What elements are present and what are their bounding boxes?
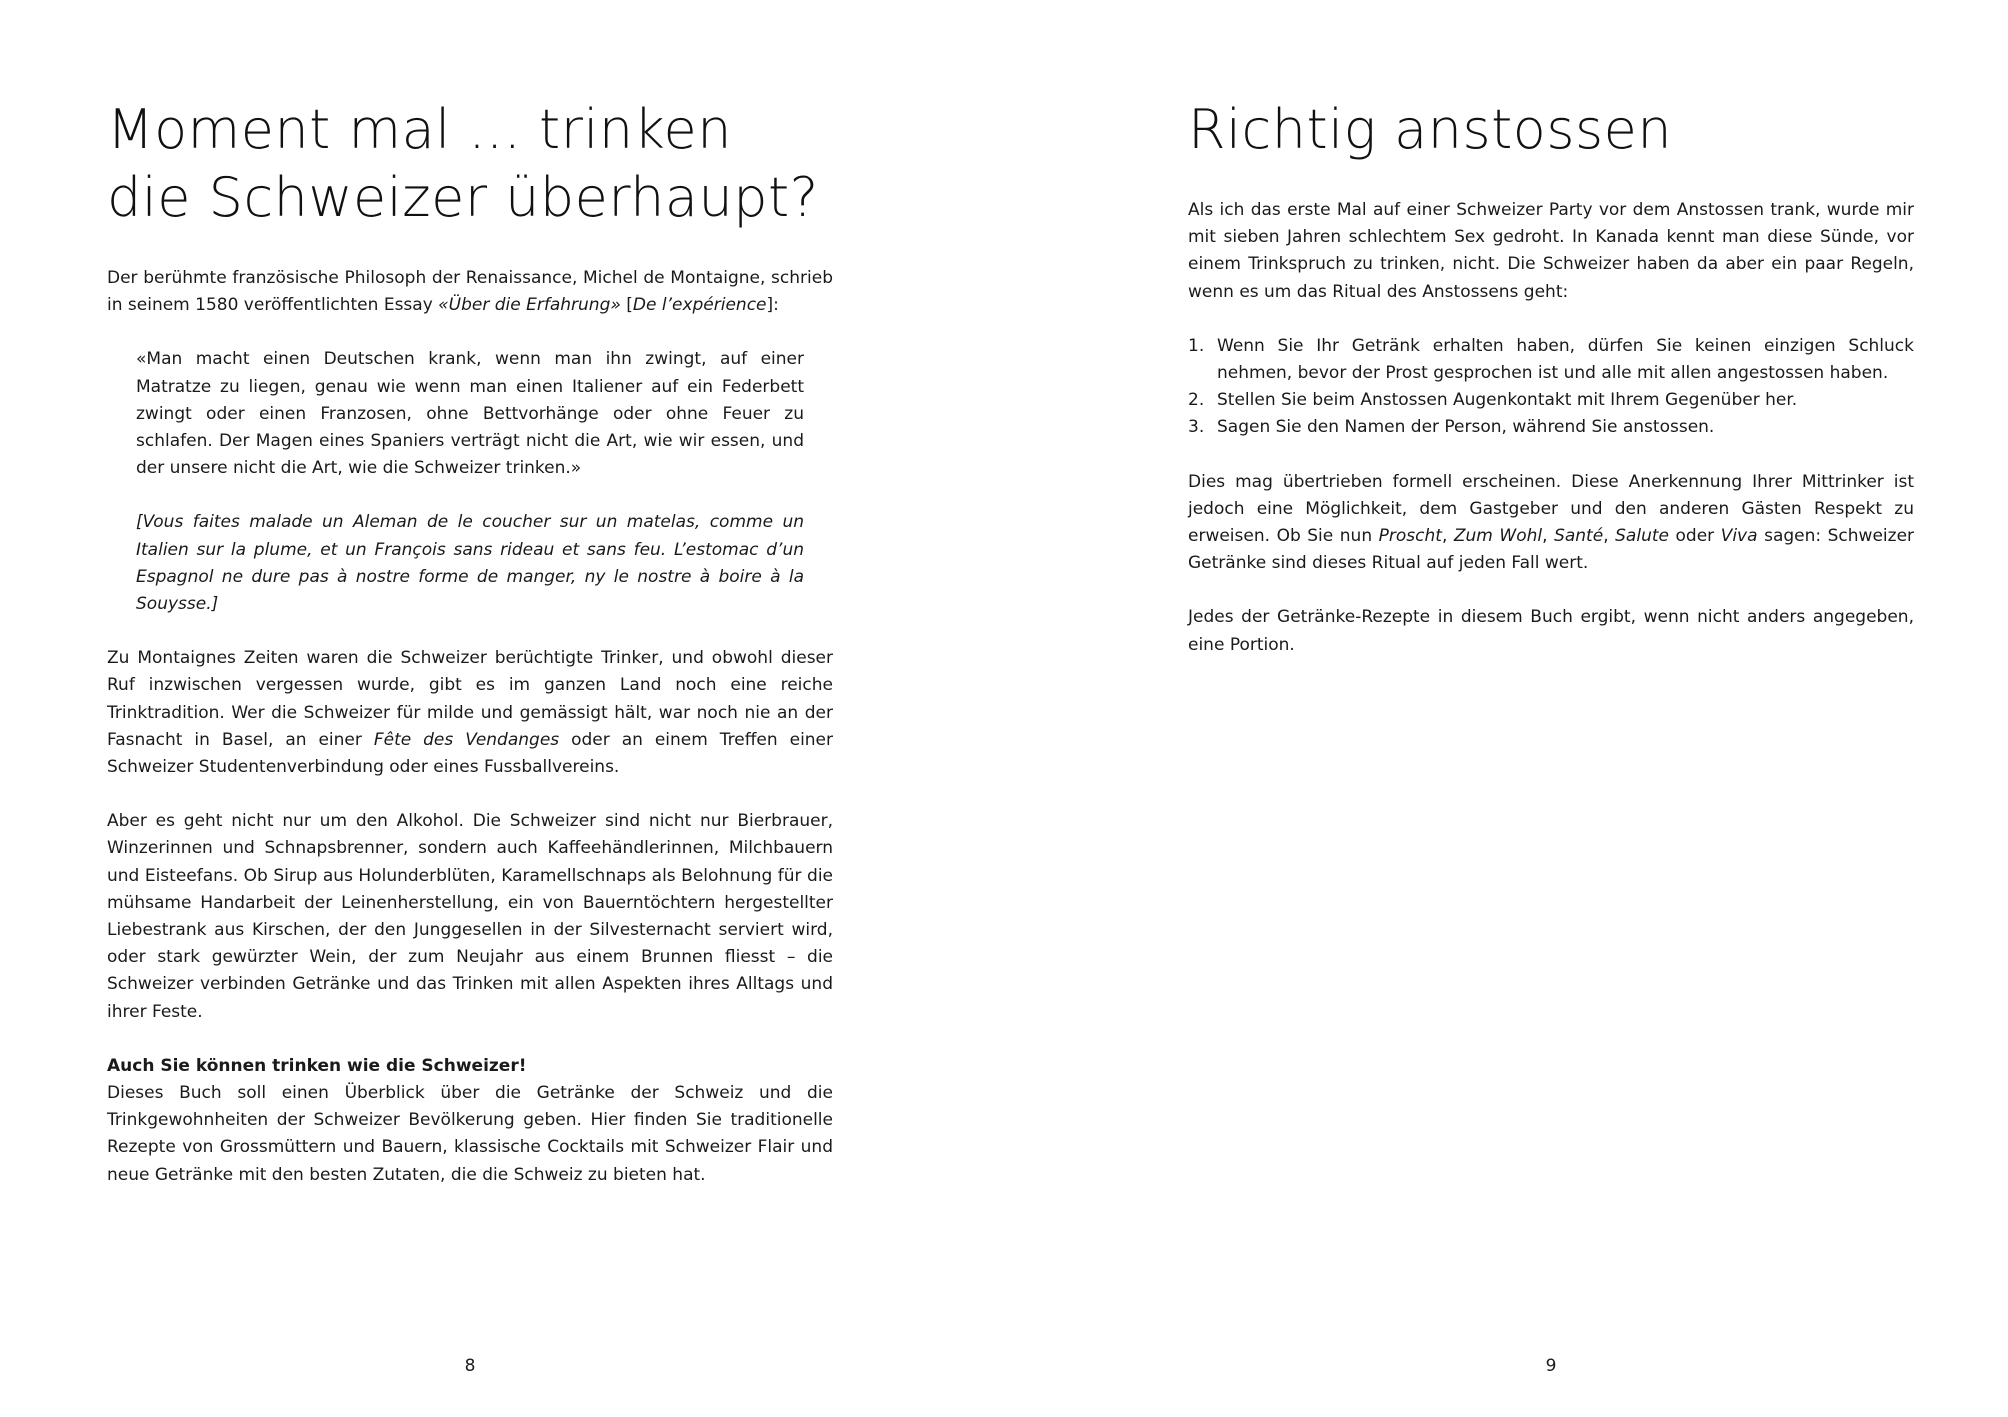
montaigne-paragraph: Zu Montaignes Zeiten waren die Schweizer berüchtigte Trinker, und obwohl dieser Ruf inzwischen vergessen wurde, gibt es im ganzen Land noch eine reiche Trinktradition. Wer die Schweizer für milde und gemässigt hält, war noch nie an der Fasnacht in Basel, an einer Fête des Vendanges oder an einem Treffen einer Schweizer Studentenverbindung oder eines Fussballvereins. <box>107 648 834 778</box>
right-page <box>1188 0 1914 1417</box>
list-item <box>1188 414 1914 441</box>
quote-german: «Man macht einen Deutschen krank, wenn man ihn zwingt, auf einer Matratze zu liegen, genau wie wenn man einen Italiener auf ein Federbett zwingt oder einen Franzosen, ohne Bettvorhänge oder ohne Feuer zu schlafen. Der Magen eines Spaniers verträgt nicht die Art, wie wir essen, und der unsere nicht die Art, wie die Schweizer trinken.» <box>136 349 804 479</box>
toast-word: Proscht <box>1378 526 1442 547</box>
respect-paragraph: Dies mag übertrieben formell erscheinen. Diese Anerkennung Ihrer Mittrinker ist jedoch eine Möglichkeit, dem Gastgeber und den anderen Gästen Respekt zu erweisen. Ob Sie nun Proscht, Zum Wohl, Santé, Salute oder Viva sagen: Schweizer Getränke sind dieses Ritual auf jeden Fall wert. <box>1188 471 1915 574</box>
essay-title-de: «Über die Erfahrung» <box>438 295 621 316</box>
event-name: Fête des Vendanges <box>373 729 560 750</box>
page-number-right: 9 <box>1545 1356 1557 1376</box>
list-item <box>1188 387 1914 414</box>
toast-word: Zum Wohl <box>1453 526 1543 547</box>
toast-word: Santé <box>1554 526 1604 547</box>
toast-word: Salute <box>1615 526 1669 547</box>
left-page-content <box>107 265 833 1216</box>
subheading: Auch Sie können trinken wie die Schweizer! <box>107 1055 527 1076</box>
left-page-title: Moment mal ... trinken die Schweizer überhaupt? <box>107 98 819 229</box>
list-text: Sagen Sie den Namen der Person, während Sie anstossen. <box>1217 417 1715 438</box>
essay-title-fr: De l’expérience <box>632 295 767 316</box>
rules-list <box>1188 333 1914 442</box>
list-text: Wenn Sie Ihr Getränk erhalten haben, dürfen Sie keinen einzigen Schluck nehmen, bevor der Prost gesprochen ist und alle mit allen angestossen haben. <box>1217 335 1914 384</box>
toast-word: Viva <box>1720 526 1758 547</box>
recipes-paragraph: Jedes der Getränke-Rezepte in diesem Buch ergibt, wenn nicht anders angegeben, eine Portion. <box>1188 607 1914 655</box>
list-number: 1. <box>1188 335 1205 356</box>
right-page-content <box>1188 197 1914 686</box>
quote-french: [Vous faites malade un Aleman de le coucher sur un matelas, comme un Italien sur la plume, et un François sans rideau et sans feu. L’estomac d’un Espagnol ne dure pas à nostre forme de manger, ny le nostre à boire à la Souysse.] <box>136 512 804 615</box>
party-paragraph: Als ich das erste Mal auf einer Schweizer Party vor dem Anstossen trank, wurde mir mit sieben Jahren schlechtem Sex gedroht. In Kanada kennt man diese Sünde, vor einem Trinkspruch zu trinken, nicht. Die Schweizer haben da aber ein paar Regeln, wenn es um das Ritual des Anstossens geht: <box>1188 200 1914 302</box>
list-item <box>1188 333 1914 387</box>
list-text: Stellen Sie beim Anstossen Augenkontakt mit Ihrem Gegenüber her. <box>1217 390 1798 411</box>
list-number: 2. <box>1188 390 1205 411</box>
list-number: 3. <box>1188 417 1205 438</box>
book-overview-paragraph: Dieses Buch soll einen Überblick über die Getränke der Schweiz und die Trinkgewohnheiten der Schweizer Bevölkerung geben. Hier finden Sie traditionelle Rezepte von Grossmüttern und Bauern, klassische Cocktails mit Schweizer Flair und neue Getränke mit den besten Zutaten, die die Schweiz zu bieten hat. <box>107 1083 833 1185</box>
alcohol-paragraph: Aber es geht nicht nur um den Alkohol. Die Schweizer sind nicht nur Bierbrauer, Winzerinnen und Schnapsbrenner, sondern auch Kaffeehändlerinnen, Milchbauern und Eisteefans. Ob Sirup aus Holunderblüten, Karamellschnaps als Belohnung für die mühsame Handarbeit der Leinenherstellung, ein von Bauerntöchtern hergestellter Liebestrank aus Kirschen, der den Junggesellen in der Silvesternacht serviert wird, oder stark gewürzter Wein, der zum Neujahr aus einem Brunnen fliesst – die Schweizer verbinden Getränke und das Trinken mit allen Aspekten ihres Alltags und ihrer Feste. <box>107 811 833 1022</box>
page-number-left: 8 <box>464 1356 476 1376</box>
right-page-title: Richtig anstossen <box>1188 98 1673 161</box>
intro-paragraph: Der berühmte französische Philosoph der Renaissance, Michel de Montaigne, schrieb in seinem 1580 veröffentlichten Essay «Über die Erfahrung» [De l’expérience]: <box>107 268 833 316</box>
left-page <box>107 0 833 1417</box>
